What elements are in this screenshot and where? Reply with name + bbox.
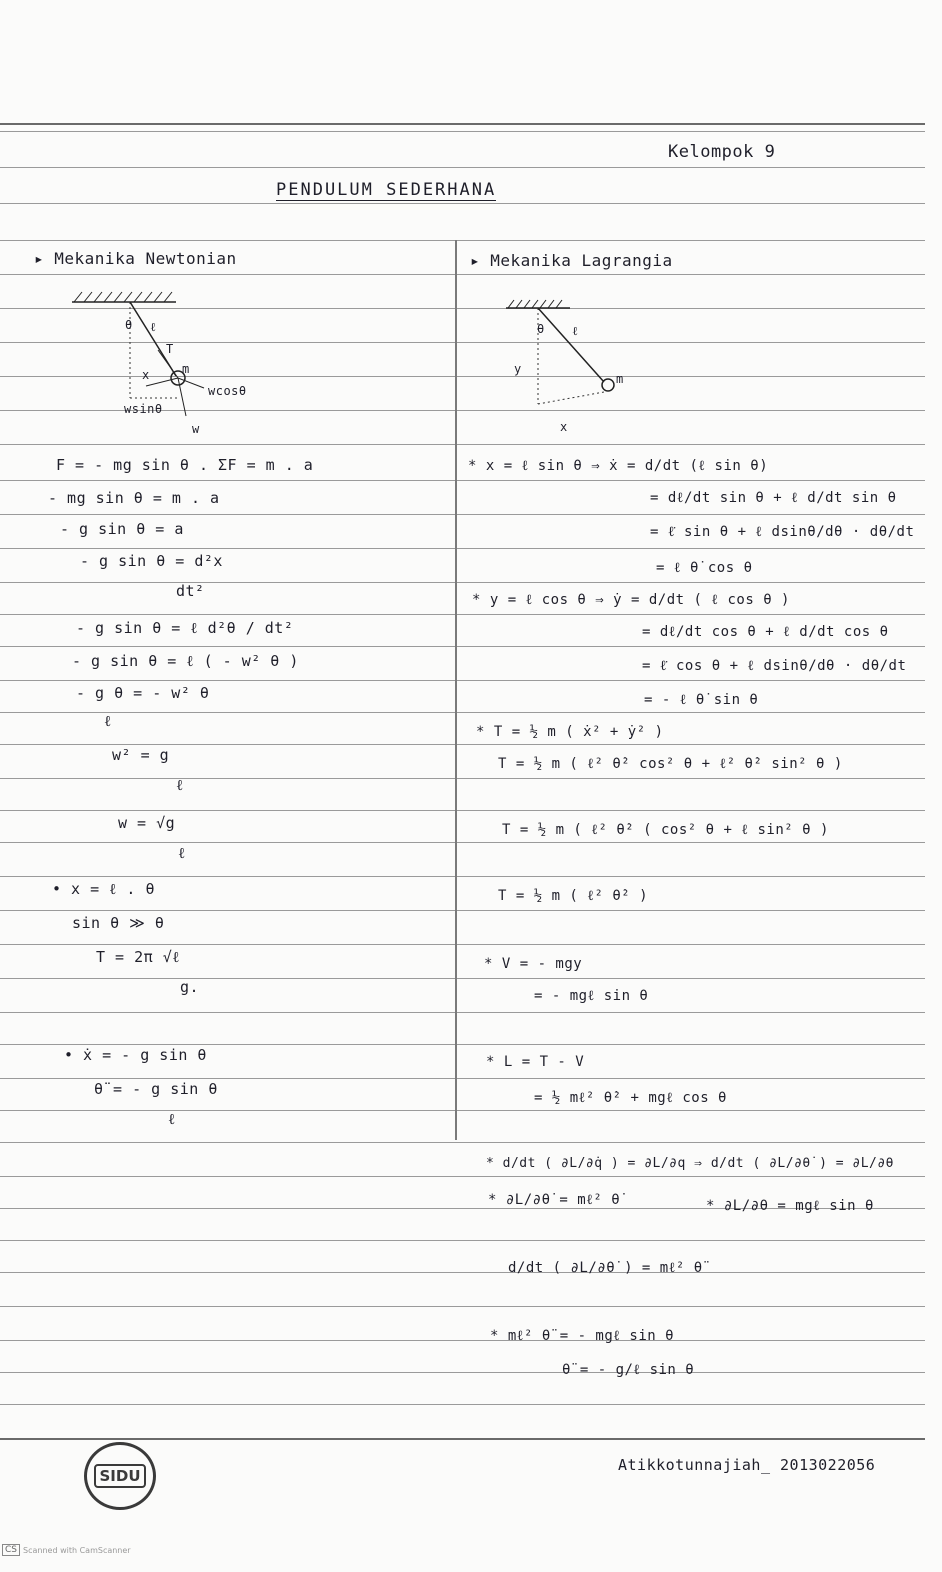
ruled-line bbox=[0, 167, 925, 168]
newton-line: • ẋ = - g sin θ bbox=[64, 1046, 207, 1064]
lagrange-line: * d/dt ( ∂L/∂q̇ ) = ∂L/∂q ⇒ d/dt ( ∂L/∂θ̇ ) = ∂L/∂θ bbox=[486, 1156, 895, 1171]
newton-line: g. bbox=[180, 978, 200, 996]
lagrange-line: * ∂L/∂θ = mgℓ sin θ bbox=[706, 1198, 874, 1214]
lagrange-line: = dℓ/dt cos θ + ℓ d/dt cos θ bbox=[642, 624, 889, 640]
group-label: Kelompok 9 bbox=[668, 142, 776, 162]
ruled-line bbox=[0, 131, 925, 132]
lagrange-line: = ℓ θ̇ cos θ bbox=[656, 560, 753, 576]
newton-line: - g sin θ = a bbox=[60, 520, 184, 538]
ruled-line bbox=[0, 240, 925, 241]
ruled-line bbox=[0, 910, 925, 911]
lagrange-x-label: x bbox=[560, 420, 568, 434]
scanner-badge: CS bbox=[2, 1544, 20, 1556]
scanner-watermark bbox=[2, 1544, 131, 1556]
lagrange-line: = ½ mℓ² θ̇² + mgℓ cos θ bbox=[534, 1090, 727, 1106]
ruled-line bbox=[0, 1044, 925, 1045]
lagrange-heading: ▸ Mekanika Lagrangia bbox=[470, 251, 673, 270]
lagrange-mass-label: m bbox=[616, 372, 624, 386]
ruled-line bbox=[0, 1240, 925, 1241]
ruled-line bbox=[0, 744, 925, 745]
ruled-line bbox=[0, 1306, 925, 1307]
ruled-line bbox=[0, 876, 925, 877]
newton-line: ℓ bbox=[168, 1110, 176, 1128]
lagrange-line: d/dt ( ∂L/∂θ̇ ) = mℓ² θ̈ bbox=[508, 1260, 703, 1276]
newton-line: w = √g bbox=[118, 814, 176, 832]
scanner-text: Scanned with CamScanner bbox=[23, 1545, 131, 1555]
newton-wsin-label: wsinθ bbox=[124, 402, 163, 416]
lagrange-line: = - mgℓ sin θ bbox=[534, 988, 649, 1004]
ruled-line bbox=[0, 274, 925, 275]
bottom-margin-rule bbox=[0, 1438, 925, 1440]
newton-line: w² = g bbox=[112, 746, 170, 764]
ruled-line bbox=[0, 1272, 925, 1273]
newton-line: sin θ ≫ θ bbox=[72, 914, 165, 932]
ruled-line bbox=[0, 1404, 925, 1405]
lagrange-line: * mℓ² θ̈ = - mgℓ sin θ bbox=[490, 1328, 675, 1344]
newton-line: θ̈ = - g sin θ bbox=[94, 1080, 218, 1098]
newton-line: • x = ℓ . θ bbox=[52, 880, 155, 898]
newton-line: - g sin θ = ℓ d²θ / dt² bbox=[76, 619, 294, 637]
newton-wcos-label: wcosθ bbox=[208, 384, 247, 398]
ruled-line bbox=[0, 1142, 925, 1143]
sidu-logo bbox=[84, 1442, 156, 1510]
ruled-line bbox=[0, 778, 925, 779]
newton-line: dt² bbox=[176, 582, 205, 600]
author-signature: Atikkotunnajiah_ 2013022056 bbox=[618, 1456, 876, 1474]
newton-line: - g sin θ = ℓ ( - w² θ ) bbox=[72, 652, 299, 670]
lagrange-pendulum-diagram bbox=[500, 296, 660, 416]
newton-line: - g θ = - w² θ bbox=[76, 684, 210, 702]
lagrange-line: T = ½ m ( ℓ² θ̇² ) bbox=[498, 888, 649, 904]
lagrange-line: θ̈ = - g/ℓ sin θ bbox=[562, 1362, 695, 1378]
newton-w-label: w bbox=[192, 422, 200, 436]
newton-theta-label: θ bbox=[125, 318, 133, 332]
ruled-line bbox=[0, 978, 925, 979]
ruled-line bbox=[0, 944, 925, 945]
lagrange-line: = ℓ̇ sin θ + ℓ dsinθ/dθ · dθ/dt bbox=[650, 524, 915, 540]
lagrange-line: = - ℓ θ̇ sin θ bbox=[644, 692, 759, 708]
newton-line: ℓ bbox=[176, 776, 184, 794]
column-divider bbox=[455, 240, 457, 1140]
ruled-line bbox=[0, 1012, 925, 1013]
lagrange-line: * y = ℓ cos θ ⇒ ẏ = d/dt ( ℓ cos θ ) bbox=[472, 592, 790, 608]
newton-mass-label: m bbox=[182, 362, 190, 376]
ruled-line bbox=[0, 1340, 925, 1341]
ruled-line bbox=[0, 514, 925, 515]
lagrange-line: * L = T - V bbox=[486, 1054, 585, 1070]
ruled-line bbox=[0, 582, 925, 583]
ruled-line bbox=[0, 680, 925, 681]
lagrange-line: T = ½ m ( ℓ² θ̇² ( cos² θ + ℓ sin² θ ) bbox=[502, 822, 829, 838]
lagrange-line: = dℓ/dt sin θ + ℓ d/dt sin θ bbox=[650, 490, 897, 506]
lagrange-line: * T = ½ m ( ẋ² + ẏ² ) bbox=[476, 724, 664, 740]
lagrange-y-label: y bbox=[514, 362, 522, 376]
newton-line: ℓ bbox=[178, 844, 186, 862]
ruled-line bbox=[0, 1176, 925, 1177]
newton-tension-label: T bbox=[166, 342, 174, 356]
newton-length-label: ℓ bbox=[150, 320, 157, 334]
lagrange-line: * V = - mgy bbox=[484, 956, 583, 972]
top-margin-rule bbox=[0, 123, 925, 125]
sidu-logo-text: SIDU bbox=[94, 1464, 145, 1488]
ruled-line bbox=[0, 203, 925, 204]
newton-x-label: x bbox=[142, 368, 150, 382]
lagrange-length-label: ℓ bbox=[572, 324, 579, 338]
lagrange-line: T = ½ m ( ℓ² θ̇² cos² θ + ℓ² θ̇² sin² θ ) bbox=[498, 756, 843, 772]
ruled-line bbox=[0, 646, 925, 647]
lagrange-line: * ∂L/∂θ̇ = mℓ² θ̇ bbox=[488, 1192, 621, 1208]
ruled-line bbox=[0, 1078, 925, 1079]
ruled-line bbox=[0, 712, 925, 713]
ruled-line bbox=[0, 1372, 925, 1373]
ruled-line bbox=[0, 614, 925, 615]
page-title: PENDULUM SEDERHANA bbox=[276, 180, 497, 200]
lagrange-line: = ℓ̇ cos θ + ℓ dsinθ/dθ · dθ/dt bbox=[642, 658, 907, 674]
newton-pendulum-diagram bbox=[60, 288, 280, 438]
newton-line: - g sin θ = d²x bbox=[80, 552, 223, 570]
ruled-line bbox=[0, 548, 925, 549]
ruled-line bbox=[0, 480, 925, 481]
lagrange-line: * x = ℓ sin θ ⇒ ẋ = d/dt (ℓ sin θ) bbox=[468, 458, 769, 474]
newton-line: T = 2π √ℓ bbox=[96, 948, 180, 966]
lagrange-theta-label: θ bbox=[537, 322, 545, 336]
newton-heading: ▸ Mekanika Newtonian bbox=[34, 249, 237, 268]
ruled-line bbox=[0, 810, 925, 811]
newton-line: ℓ bbox=[104, 712, 112, 730]
newton-line: F = - mg sin θ . ΣF = m . a bbox=[56, 456, 314, 474]
ruled-line bbox=[0, 842, 925, 843]
ruled-line bbox=[0, 1110, 925, 1111]
ruled-line bbox=[0, 444, 925, 445]
newton-line: - mg sin θ = m . a bbox=[48, 489, 220, 507]
